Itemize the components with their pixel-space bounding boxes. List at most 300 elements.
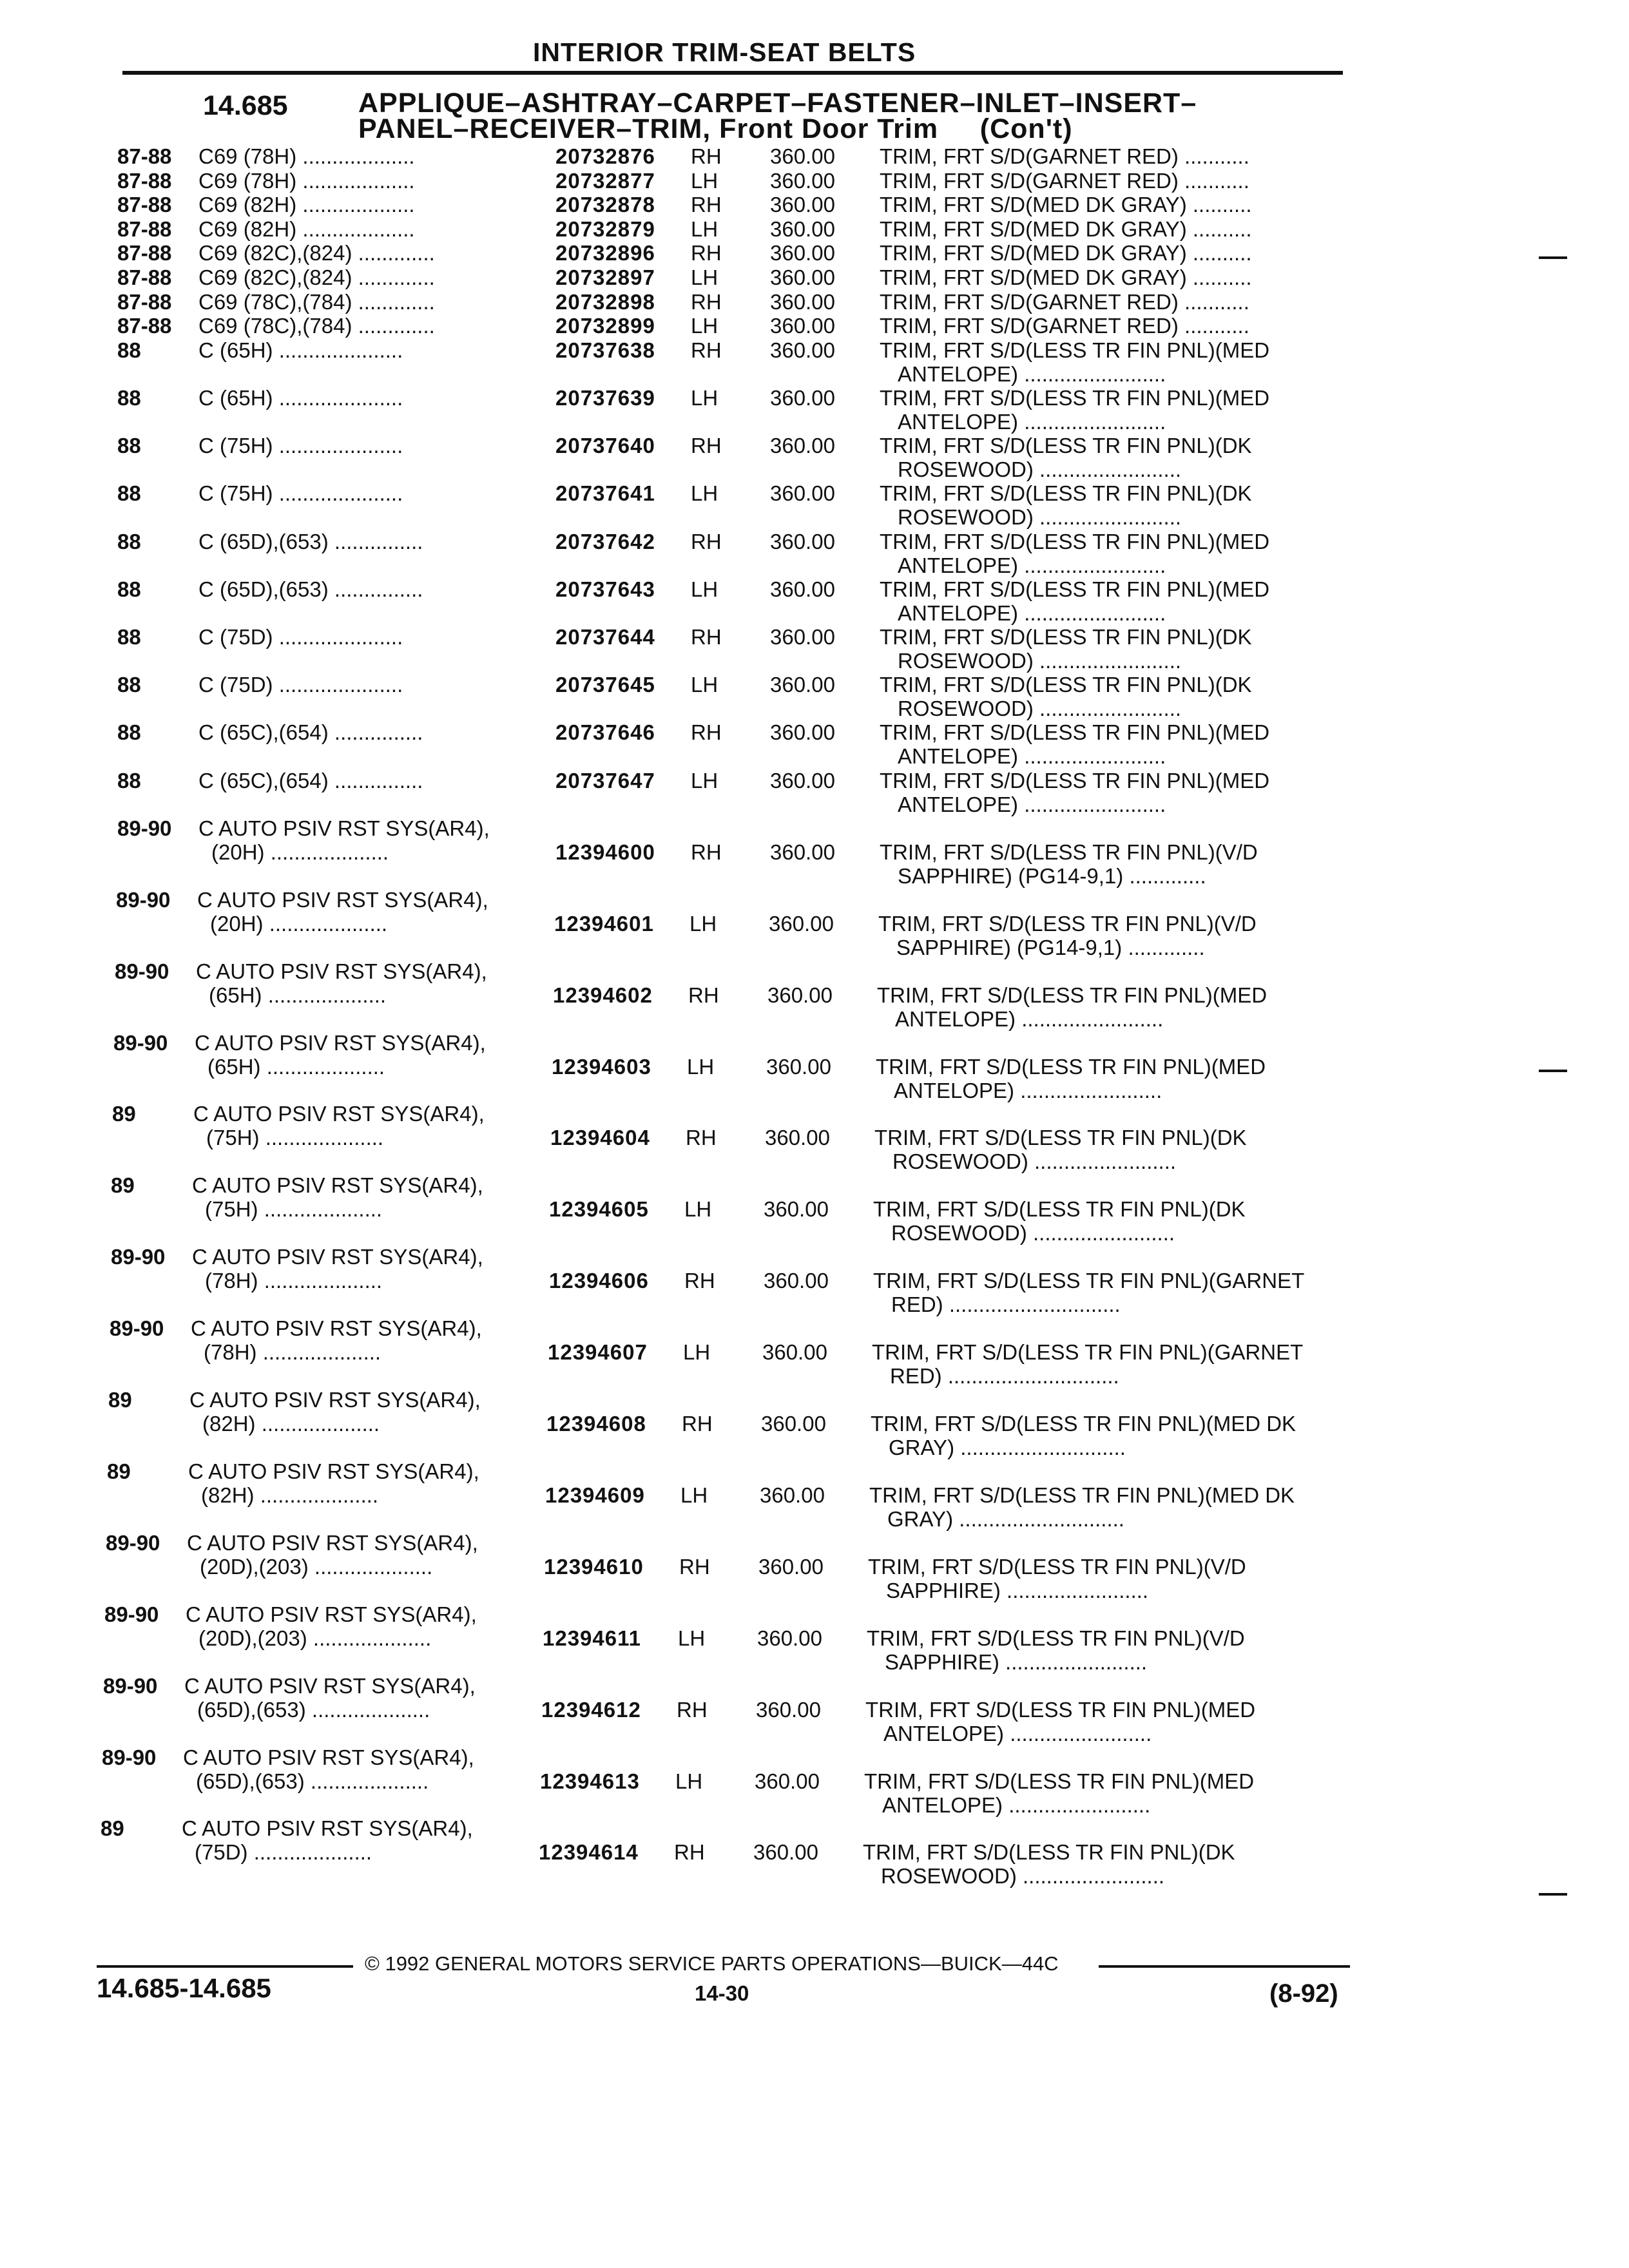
- leader-dots: ...................: [296, 168, 415, 193]
- part-name-text: TRIM, FRT S/D(LESS TR FIN PNL)(DK: [880, 673, 1252, 697]
- usage-line: C (75H): [198, 481, 273, 506]
- part-name-line: [880, 386, 1345, 410]
- usage-description: [198, 720, 546, 744]
- side-indicator: LH: [691, 386, 718, 410]
- part-name-line: [880, 649, 1345, 673]
- side-indicator: RH: [691, 434, 722, 458]
- part-name-text: GRAY): [889, 1436, 955, 1459]
- side-indicator: RH: [682, 1412, 713, 1436]
- usage-line: C AUTO PSIV RST SYS(AR4),: [182, 1816, 473, 1841]
- part-name-line: [869, 1507, 1335, 1531]
- part-name-line: [873, 1221, 1338, 1245]
- usage-line: C (75H): [198, 434, 273, 458]
- usage-line: (78H): [204, 1340, 257, 1365]
- page-number: 14-30: [695, 1981, 749, 2005]
- part-name-line: [864, 1793, 1329, 1817]
- side-indicator: RH: [691, 529, 722, 553]
- price-group: 360.00: [770, 481, 835, 506]
- side-indicator: RH: [691, 625, 722, 649]
- part-number: 12394611: [543, 1626, 642, 1650]
- side-indicator: RH: [691, 840, 722, 864]
- usage-description: [198, 434, 546, 457]
- leader-dots: ........................: [1018, 601, 1166, 625]
- leader-dots: ....................: [258, 1269, 383, 1293]
- part-name: [880, 577, 1345, 625]
- usage-line: C69 (78H): [198, 144, 297, 168]
- section-range: 14.685-14.685: [97, 1973, 271, 2003]
- leader-dots: .....................: [273, 673, 403, 697]
- part-name-text: TRIM, FRT S/D(LESS TR FIN PNL)(MED: [880, 720, 1270, 745]
- part-number: 12394601: [554, 911, 654, 936]
- part-name-text: TRIM, FRT S/D(GARNET RED): [880, 314, 1179, 338]
- leader-dots: ...............: [328, 768, 423, 793]
- part-name-text: TRIM, FRT S/D(MED DK GRAY): [880, 241, 1187, 265]
- side-indicator: RH: [691, 720, 722, 745]
- model-years: 89: [112, 1102, 136, 1126]
- leader-dots: .............: [352, 314, 435, 338]
- side-indicator: LH: [675, 1769, 703, 1793]
- part-name-text: TRIM, FRT S/D(LESS TR FIN PNL)(DK: [880, 434, 1252, 458]
- usage-line: (82H): [202, 1412, 256, 1436]
- part-name-line: [872, 1340, 1337, 1364]
- model-years: 89: [107, 1459, 131, 1483]
- part-name-text: TRIM, FRT S/D(MED DK GRAY): [880, 193, 1187, 217]
- part-name: [878, 912, 1344, 959]
- side-indicator: RH: [688, 983, 719, 1007]
- usage-line: C AUTO PSIV RST SYS(AR4),: [197, 887, 488, 912]
- part-name-line: [880, 362, 1345, 386]
- part-name-text: ROSEWOOD): [892, 1149, 1028, 1174]
- leader-dots: ...............: [328, 720, 423, 745]
- part-name-line: [874, 1149, 1340, 1173]
- leader-dots: ........................: [999, 1649, 1148, 1674]
- leader-dots: ....................: [255, 1412, 380, 1436]
- leader-dots: ..........: [1186, 241, 1252, 265]
- part-name-line: [880, 697, 1345, 720]
- part-name-text: TRIM, FRT S/D(LESS TR FIN PNL)(MED: [880, 386, 1270, 410]
- part-name-line: [877, 1007, 1342, 1031]
- usage-line: (78H): [205, 1269, 258, 1293]
- part-name-text: ROSEWOOD): [898, 649, 1034, 673]
- usage-line: C69 (82H): [198, 216, 297, 241]
- model-years: 89-90: [116, 887, 171, 912]
- leader-dots: ...............: [328, 577, 423, 601]
- model-years: 87-88: [117, 265, 172, 289]
- usage-line: C (65H): [198, 386, 273, 410]
- price-group: 360.00: [770, 144, 835, 168]
- part-name-line: [873, 1269, 1338, 1293]
- margin-tick-mark: [1539, 1070, 1567, 1072]
- side-indicator: RH: [674, 1840, 705, 1865]
- leader-dots: ........................: [1018, 410, 1166, 434]
- usage-option-codes: [189, 1412, 537, 1436]
- leader-dots: ............................: [954, 1436, 1126, 1459]
- model-years: 89-90: [113, 1030, 168, 1055]
- leader-dots: ....................: [247, 1840, 372, 1865]
- usage-option-codes: [195, 1055, 543, 1079]
- leader-dots: ...................: [296, 193, 415, 217]
- part-name-line: [880, 434, 1345, 457]
- part-name: [880, 625, 1345, 673]
- part-name-line: [880, 793, 1345, 816]
- part-name-line: [876, 1055, 1341, 1079]
- part-name-text: ROSEWOOD): [898, 457, 1034, 482]
- usage-line: C (65D),(653): [198, 577, 329, 601]
- leader-dots: ........................: [1028, 1149, 1177, 1174]
- usage-line: C AUTO PSIV RST SYS(AR4),: [196, 959, 487, 983]
- usage-line: C69 (78C),(784): [198, 289, 352, 314]
- part-name-line: [871, 1412, 1336, 1436]
- part-number: 12394610: [544, 1554, 644, 1579]
- usage-description: [198, 530, 546, 553]
- part-name: [880, 217, 1345, 241]
- footer-rule: [1099, 1965, 1350, 1968]
- leader-dots: .............: [1123, 863, 1206, 888]
- leader-dots: ........................: [1033, 697, 1182, 721]
- side-indicator: RH: [691, 241, 722, 265]
- model-years: 88: [117, 673, 141, 697]
- model-years: 88: [117, 720, 141, 745]
- part-name-text: ANTELOPE): [898, 553, 1019, 577]
- part-name: [880, 314, 1345, 338]
- part-name: [880, 720, 1345, 768]
- usage-description: [198, 144, 546, 168]
- usage-description: [188, 1459, 536, 1507]
- part-name-text: TRIM, FRT S/D(LESS TR FIN PNL)(V/D: [867, 1626, 1245, 1650]
- side-indicator: RH: [691, 289, 722, 314]
- part-name-line: [876, 1079, 1341, 1102]
- leader-dots: ........................: [1000, 1578, 1149, 1602]
- part-number: 20737640: [555, 434, 655, 458]
- usage-line: C AUTO PSIV RST SYS(AR4),: [183, 1745, 474, 1769]
- part-name-line: [880, 625, 1345, 649]
- leader-dots: ........................: [1027, 1221, 1175, 1245]
- usage-description: [197, 888, 545, 936]
- part-name: [863, 1840, 1328, 1888]
- part-name-line: [871, 1436, 1336, 1459]
- part-name-text: TRIM, FRT S/D(LESS TR FIN PNL)(MED: [880, 529, 1270, 553]
- usage-line: C AUTO PSIV RST SYS(AR4),: [195, 1030, 486, 1055]
- usage-option-codes: [182, 1840, 530, 1864]
- part-name-text: ANTELOPE): [895, 1006, 1016, 1031]
- leader-dots: .............: [352, 265, 435, 289]
- model-years: 87-88: [117, 289, 172, 314]
- part-name-text: TRIM, FRT S/D(GARNET RED): [880, 289, 1179, 314]
- usage-option-codes: [192, 1197, 540, 1221]
- usage-line: (65D),(653): [196, 1769, 305, 1793]
- usage-description: [198, 265, 546, 289]
- part-name-line: [880, 193, 1345, 216]
- section-title-line: APPLIQUE–ASHTRAY–CARPET–FASTENER–INLET–INSERT–: [358, 88, 1197, 119]
- leader-dots: .............................: [941, 1364, 1119, 1389]
- model-years: 89: [108, 1388, 132, 1412]
- model-years: 87-88: [117, 193, 172, 217]
- part-name-text: TRIM, FRT S/D(LESS TR FIN PNL)(DK: [880, 481, 1252, 506]
- part-name-text: TRIM, FRT S/D(LESS TR FIN PNL)(DK: [863, 1840, 1235, 1865]
- price-group: 360.00: [769, 911, 834, 936]
- part-name-text: TRIM, FRT S/D(LESS TR FIN PNL)(MED: [880, 338, 1270, 362]
- price-group: 360.00: [770, 386, 835, 410]
- usage-description: [192, 1245, 540, 1293]
- part-name-text: TRIM, FRT S/D(LESS TR FIN PNL)(MED: [864, 1769, 1255, 1793]
- part-name: [865, 1698, 1331, 1745]
- side-indicator: LH: [691, 216, 718, 241]
- leader-dots: ..........: [1186, 193, 1252, 217]
- part-number: 12394614: [539, 1840, 639, 1865]
- usage-line: C69 (78H): [198, 168, 297, 193]
- side-indicator: LH: [684, 1197, 712, 1222]
- part-name-line: [880, 241, 1345, 265]
- usage-description: [198, 769, 546, 793]
- model-years: 88: [117, 768, 141, 793]
- leader-dots: ........................: [1033, 649, 1182, 673]
- price-group: 360.00: [765, 1126, 830, 1150]
- side-indicator: LH: [680, 1483, 708, 1507]
- part-number: 12394612: [541, 1697, 641, 1722]
- usage-option-codes: [184, 1698, 532, 1722]
- leader-dots: ........................: [1016, 1864, 1165, 1888]
- usage-line: C AUTO PSIV RST SYS(AR4),: [184, 1673, 476, 1698]
- price-group: 360.00: [770, 577, 835, 601]
- part-name-line: [880, 530, 1345, 553]
- part-name-text: TRIM, FRT S/D(LESS TR FIN PNL)(MED: [876, 1054, 1266, 1079]
- section-number: 14.685: [203, 90, 288, 121]
- part-name: [880, 169, 1345, 193]
- leader-dots: ....................: [256, 1340, 381, 1365]
- usage-line: C (65H): [198, 338, 273, 362]
- part-number: 20737642: [555, 529, 655, 553]
- part-number: 12394609: [545, 1483, 645, 1507]
- part-name-text: TRIM, FRT S/D(MED DK GRAY): [880, 216, 1187, 241]
- usage-line: (65H): [207, 1054, 261, 1079]
- part-name: [868, 1555, 1333, 1602]
- part-name-line: [880, 338, 1345, 362]
- part-name-line: [880, 864, 1345, 888]
- model-years: 88: [117, 338, 141, 362]
- price-group: 360.00: [770, 289, 835, 314]
- part-number: 20737644: [555, 625, 655, 649]
- usage-line: C AUTO PSIV RST SYS(AR4),: [188, 1459, 479, 1483]
- leader-dots: ..........: [1186, 216, 1252, 241]
- usage-line: C69 (78C),(784): [198, 314, 352, 338]
- usage-option-codes: [198, 840, 546, 864]
- part-name-line: [867, 1650, 1332, 1674]
- leader-dots: ........................: [1003, 1792, 1151, 1817]
- leader-dots: ............................: [953, 1506, 1124, 1531]
- leader-dots: ....................: [258, 1197, 383, 1222]
- leader-dots: ...........: [1178, 314, 1249, 338]
- usage-line: (65D),(653): [197, 1697, 306, 1722]
- part-number: 20732878: [555, 193, 655, 217]
- side-indicator: RH: [677, 1697, 708, 1722]
- model-years: 88: [117, 577, 141, 601]
- leader-dots: ...........: [1178, 168, 1249, 193]
- part-name: [880, 265, 1345, 289]
- part-name-text: TRIM, FRT S/D(LESS TR FIN PNL)(DK: [880, 625, 1252, 649]
- part-name-text: TRIM, FRT S/D(LESS TR FIN PNL)(V/D: [880, 840, 1258, 864]
- date-code: (8-92): [1269, 1979, 1338, 2008]
- part-number: 20732896: [555, 241, 655, 265]
- price-group: 360.00: [764, 1197, 829, 1222]
- part-name-line: [880, 290, 1345, 314]
- part-name: [877, 983, 1342, 1031]
- part-number: 12394607: [548, 1340, 648, 1365]
- footer-rule: [97, 1965, 353, 1968]
- side-indicator: LH: [691, 768, 718, 793]
- part-number: 20732898: [555, 289, 655, 314]
- leader-dots: ....................: [259, 1126, 384, 1150]
- leader-dots: ........................: [1014, 1078, 1162, 1102]
- part-name-text: ANTELOPE): [898, 601, 1019, 625]
- part-name: [880, 193, 1345, 216]
- leader-dots: .............: [352, 241, 435, 265]
- part-name-text: TRIM, FRT S/D(LESS TR FIN PNL)(MED: [865, 1697, 1256, 1722]
- part-name-line: [880, 769, 1345, 793]
- part-name-text: TRIM, FRT S/D(LESS TR FIN PNL)(DK: [873, 1197, 1246, 1222]
- part-name-line: [880, 601, 1345, 625]
- side-indicator: LH: [678, 1626, 706, 1650]
- usage-option-codes: [188, 1483, 536, 1507]
- part-name: [867, 1626, 1332, 1674]
- price-group: 360.00: [764, 1269, 829, 1293]
- part-name-line: [867, 1626, 1332, 1650]
- part-name: [880, 434, 1345, 481]
- price-group: 360.00: [770, 720, 835, 745]
- price-group: 360.00: [770, 265, 835, 289]
- side-indicator: LH: [683, 1340, 711, 1365]
- part-name-text: ANTELOPE): [898, 792, 1019, 816]
- side-indicator: RH: [679, 1554, 710, 1579]
- leader-dots: ........................: [1018, 361, 1166, 386]
- part-name-line: [880, 410, 1345, 434]
- part-name-line: [868, 1579, 1333, 1602]
- usage-line: C (75D): [198, 625, 273, 649]
- part-name-line: [880, 840, 1345, 864]
- part-name-text: TRIM, FRT S/D(LESS TR FIN PNL)(V/D: [868, 1554, 1246, 1579]
- price-group: 360.00: [770, 434, 835, 458]
- part-number: 20732877: [555, 168, 655, 193]
- part-number: 12394600: [555, 840, 655, 864]
- side-indicator: RH: [691, 144, 722, 168]
- usage-line: C AUTO PSIV RST SYS(AR4),: [192, 1245, 483, 1269]
- price-group: 360.00: [760, 1483, 825, 1507]
- usage-line: C AUTO PSIV RST SYS(AR4),: [186, 1602, 477, 1626]
- usage-line: C AUTO PSIV RST SYS(AR4),: [198, 816, 490, 840]
- part-name-text: ROSEWOOD): [898, 697, 1034, 721]
- usage-description: [198, 816, 546, 864]
- part-name-line: [880, 265, 1345, 289]
- leader-dots: ........................: [1018, 553, 1166, 577]
- leader-dots: ....................: [308, 1554, 433, 1579]
- usage-option-codes: [192, 1269, 540, 1293]
- part-name-text: TRIM, FRT S/D(LESS TR FIN PNL)(MED DK: [869, 1483, 1295, 1507]
- model-years: 87-88: [117, 314, 172, 338]
- part-name: [873, 1269, 1338, 1316]
- part-number: 12394603: [552, 1054, 651, 1079]
- model-years: 89-90: [106, 1530, 160, 1555]
- part-name-line: [880, 457, 1345, 481]
- part-name-text: ANTELOPE): [898, 410, 1019, 434]
- usage-line: C (65C),(654): [198, 768, 329, 793]
- leader-dots: ....................: [304, 1769, 429, 1793]
- part-name: [880, 386, 1345, 434]
- part-name-text: GRAY): [887, 1506, 954, 1531]
- part-name-text: TRIM, FRT S/D(LESS TR FIN PNL)(MED: [880, 768, 1270, 793]
- margin-tick-mark: [1539, 1893, 1567, 1896]
- part-number: 20737638: [555, 338, 655, 362]
- leader-dots: ..........: [1186, 265, 1252, 289]
- part-name-line: [869, 1483, 1335, 1507]
- usage-description: [198, 169, 546, 193]
- part-name-line: [874, 1126, 1340, 1149]
- part-number: 20732897: [555, 265, 655, 289]
- part-number: 20737647: [555, 768, 655, 793]
- side-indicator: RH: [684, 1269, 715, 1293]
- part-name-text: TRIM, FRT S/D(LESS TR FIN PNL)(DK: [874, 1126, 1247, 1150]
- usage-description: [191, 1316, 539, 1364]
- model-years: 89-90: [110, 1316, 164, 1341]
- part-number: 20737646: [555, 720, 655, 745]
- part-name: [880, 144, 1345, 168]
- usage-description: [198, 290, 546, 314]
- model-years: 87-88: [117, 216, 172, 241]
- leader-dots: .....................: [273, 625, 403, 649]
- part-name: [869, 1483, 1335, 1531]
- usage-line: (75H): [205, 1197, 258, 1222]
- usage-description: [198, 577, 546, 601]
- part-name-text: TRIM, FRT S/D(LESS TR FIN PNL)(V/D: [878, 911, 1257, 936]
- part-name: [874, 1126, 1340, 1173]
- part-name: [880, 338, 1345, 386]
- model-years: 88: [117, 481, 141, 506]
- part-name-text: RED): [891, 1293, 943, 1317]
- part-name: [880, 530, 1345, 577]
- part-name-text: RED): [890, 1364, 942, 1389]
- part-name: [864, 1769, 1329, 1817]
- side-indicator: LH: [691, 314, 718, 338]
- usage-line: C (75D): [198, 673, 273, 697]
- part-name-line: [878, 912, 1344, 936]
- usage-line: (20H): [211, 840, 265, 864]
- part-name-line: [878, 936, 1344, 959]
- usage-option-codes: [197, 912, 545, 936]
- side-indicator: RH: [691, 193, 722, 217]
- leader-dots: ...............: [328, 529, 423, 553]
- part-name-text: ANTELOPE): [898, 361, 1019, 386]
- part-name-line: [865, 1698, 1331, 1722]
- part-number: 12394606: [549, 1269, 649, 1293]
- leader-dots: ....................: [262, 983, 387, 1007]
- usage-description: [186, 1602, 534, 1650]
- usage-option-codes: [186, 1626, 534, 1650]
- part-name-line: [873, 1293, 1338, 1316]
- usage-line: C (65D),(653): [198, 529, 329, 553]
- usage-line: C AUTO PSIV RST SYS(AR4),: [187, 1530, 478, 1555]
- usage-line: (65H): [209, 983, 262, 1007]
- part-number: 20732876: [555, 144, 655, 168]
- part-name: [871, 1412, 1336, 1459]
- part-number: 20732879: [555, 216, 655, 241]
- leader-dots: .....................: [273, 338, 403, 362]
- leader-dots: ...........: [1178, 289, 1249, 314]
- price-group: 360.00: [755, 1769, 820, 1793]
- model-years: 87-88: [117, 168, 172, 193]
- model-years: 89-90: [115, 959, 169, 983]
- part-number: 12394605: [549, 1197, 649, 1222]
- usage-option-codes: [191, 1340, 539, 1364]
- model-years: 89-90: [103, 1673, 158, 1698]
- part-name-text: SAPPHIRE): [886, 1578, 1001, 1602]
